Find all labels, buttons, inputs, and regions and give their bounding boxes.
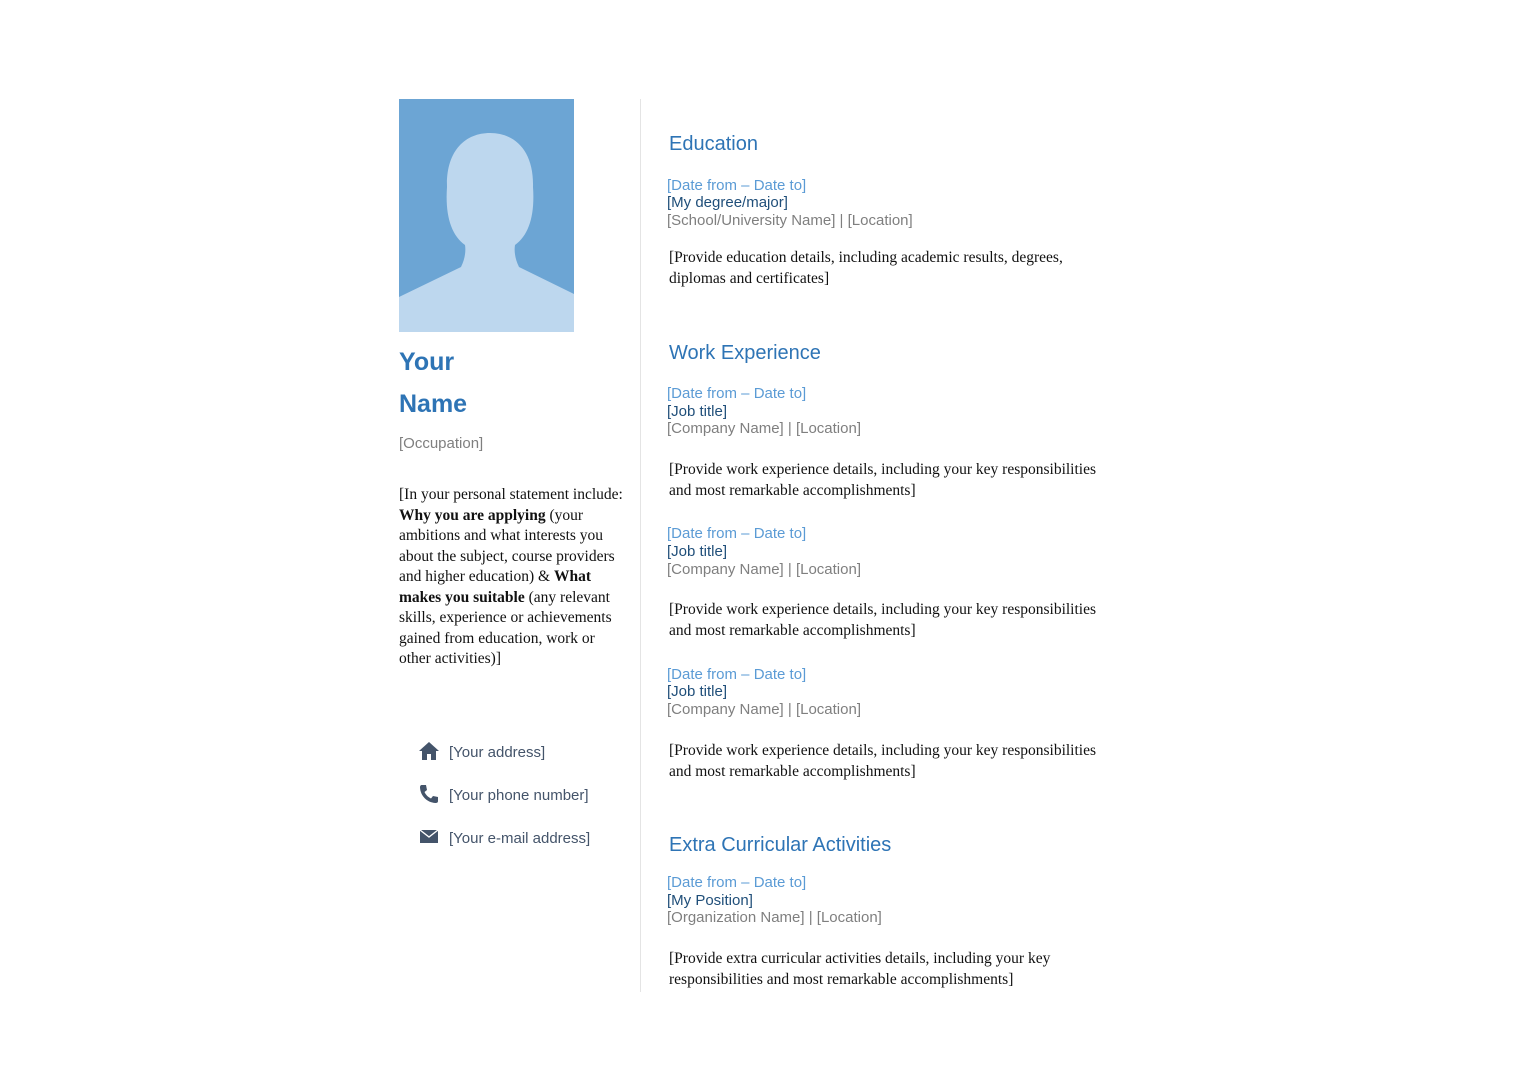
extra-curricular-title: Extra Curricular Activities <box>669 834 892 856</box>
work-2-job-title: [Job title] <box>667 543 728 560</box>
education-title: Education <box>669 133 758 155</box>
work-3-details: [Provide work experience details, including your key responsibilities and most remarkable accomplishments] <box>669 742 1097 780</box>
extra-position: [My Position] <box>667 892 753 909</box>
envelope-icon <box>418 827 440 849</box>
extra-date: [Date from – Date to] <box>667 874 807 891</box>
education-school: [School/University Name] | [Location] <box>667 212 913 229</box>
statement-bold-2: What makes you suitable <box>399 568 591 606</box>
first-name: Your <box>399 348 455 376</box>
statement-bold-1: Why you are applying <box>399 506 546 524</box>
work-3-date: [Date from – Date to] <box>667 666 807 683</box>
work-3-company: [Company Name] | [Location] <box>667 701 861 718</box>
statement-text-3: (any relevant skills, experience or achievements gained from education, work or other activities)] <box>399 588 612 667</box>
education-degree: [My degree/major] <box>667 194 788 211</box>
work-1-details: [Provide work experience details, including your key responsibilities and most remarkable accomplishments] <box>669 461 1097 499</box>
last-name: Name <box>399 390 468 418</box>
extra-details: [Provide extra curricular activities details, including your key responsibilities and most remarkable accomplishments] <box>669 950 1051 988</box>
personal-statement <box>399 485 629 670</box>
column-divider <box>640 99 641 992</box>
phone-icon <box>418 784 440 806</box>
work-1-date: [Date from – Date to] <box>667 385 807 402</box>
home-icon <box>418 741 440 763</box>
work-2-company: [Company Name] | [Location] <box>667 561 861 578</box>
statement-text-1: [In your personal statement include: <box>399 486 623 503</box>
occupation: [Occupation] <box>399 435 484 452</box>
work-experience-title: Work Experience <box>669 342 821 364</box>
work-1-job-title: [Job title] <box>667 403 728 420</box>
work-2-date: [Date from – Date to] <box>667 525 807 542</box>
address-text: [Your address] <box>449 744 546 761</box>
work-2-details: [Provide work experience details, including your key responsibilities and most remarkable accomplishments] <box>669 601 1097 639</box>
phone-text: [Your phone number] <box>449 787 589 804</box>
statement-text-2: (your ambitions and what interests you about the subject, course providers and higher education) & <box>399 506 615 585</box>
education-details: [Provide education details, including academic results, degrees, diplomas and certificates] <box>669 249 1063 287</box>
full-name <box>399 341 467 425</box>
contact-email <box>418 826 591 850</box>
work-1-company: [Company Name] | [Location] <box>667 420 861 437</box>
extra-organization: [Organization Name] | [Location] <box>667 909 882 926</box>
profile-photo[interactable] <box>399 99 574 332</box>
contact-address <box>418 740 546 764</box>
email-text: [Your e-mail address] <box>449 830 591 847</box>
profile-silhouette-icon <box>399 99 574 332</box>
work-3-job-title: [Job title] <box>667 683 728 700</box>
contact-phone <box>418 783 589 807</box>
education-date: [Date from – Date to] <box>667 177 807 194</box>
